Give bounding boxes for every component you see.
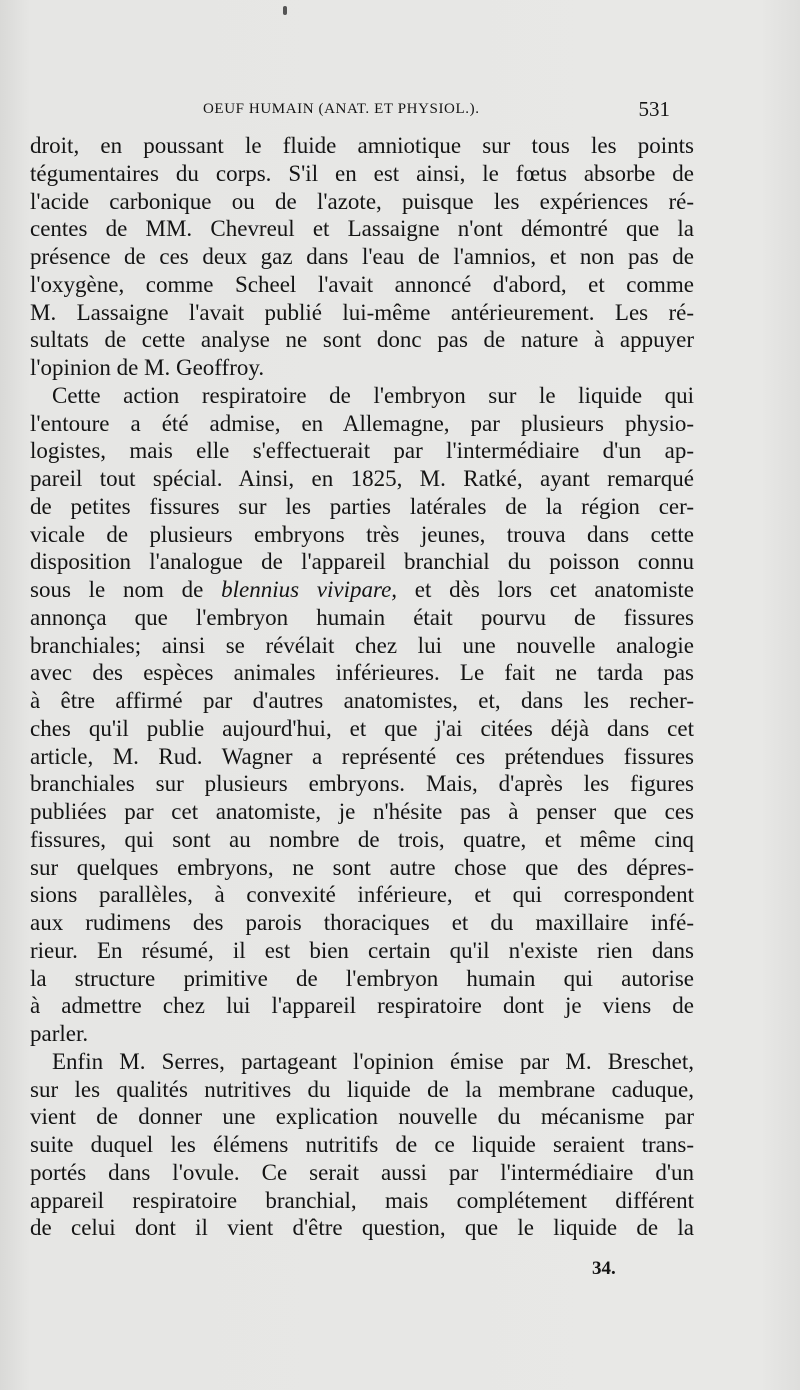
text-line: sions parallèles, à convexité inférieure, et qui correspondent xyxy=(30,882,694,908)
text-line: centes de MM. Chevreul et Lassaigne n'ont démontré que la xyxy=(30,216,694,242)
text-line: l'entoure a été admise, en Allemagne, par plusieurs physio- xyxy=(30,410,694,436)
page-number: 531 xyxy=(638,97,670,121)
text-line: de celui dont il vient d'être question, que le liquide de la xyxy=(30,1215,694,1241)
text-line: Cette action respiratoire de l'embryon sur le liquide qui xyxy=(52,382,694,408)
signature-mark: 34. xyxy=(592,1258,616,1279)
text-line: de petites fissures sur les parties latérales de la région cer- xyxy=(30,493,694,519)
text-line: sur quelques embryons, ne sont autre chose que des dépres- xyxy=(30,854,694,880)
text-line: publiées par cet anatomiste, je n'hésite pas à penser que ces xyxy=(30,799,694,824)
text-line: ches qu'il publie aujourd'hui, et que j'ai citées déjà dans cet xyxy=(30,715,694,741)
line-end: et dès lors cet anatomiste xyxy=(397,577,694,602)
text-line: aux rudimens des parois thoraciques et du maxillaire infé- xyxy=(30,910,694,935)
text-line: l'oxygène, comme Scheel l'avait annoncé d'abord, et comme xyxy=(30,271,694,297)
text-line: M. Lassaigne l'avait publié lui-même antérieurement. Les ré- xyxy=(30,299,694,325)
species-name: blennius vivipare, xyxy=(221,577,398,602)
text-line: vient de donner une explication nouvelle du mécanisme par xyxy=(30,1104,694,1130)
body-text xyxy=(30,132,694,1242)
text-line: avec des espèces animales inférieures. Le fait ne tarda pas xyxy=(30,660,694,686)
text-line: l'opinion de M. Geoffroy. xyxy=(30,355,265,380)
text-line: branchiales; ainsi se révélait chez lui une nouvelle analogie xyxy=(30,632,694,658)
text-line: article, M. Rud. Wagner a représenté ces prétendues fissures xyxy=(30,743,694,769)
text-line: pareil tout spécial. Ainsi, en 1825, M. Ratké, ayant remarqué xyxy=(30,466,694,491)
text-line: vicale de plusieurs embryons très jeunes, trouva dans cette xyxy=(30,521,694,547)
text-line: fissures, qui sont au nombre de trois, quatre, et même cinq xyxy=(30,826,694,852)
text-line: droit, en poussant le fluide amniotique sur tous les points xyxy=(30,133,694,158)
text-line: appareil respiratoire branchial, mais complétement différent xyxy=(30,1187,694,1213)
text-line: Enfin M. Serres, partageant l'opinion émise par M. Breschet, xyxy=(52,1048,694,1074)
text-line: à admettre chez lui l'appareil respiratoire dont je viens de xyxy=(30,993,694,1019)
text-line-italic-species xyxy=(30,576,694,604)
running-head: OEUF HUMAIN (ANAT. ET PHYSIOL.). xyxy=(203,101,480,117)
text-line: tégumentaires du corps. S'il en est ainsi, le fœtus absorbe de xyxy=(30,160,694,186)
text-line: parler. xyxy=(30,1021,89,1046)
page-header xyxy=(175,97,680,127)
text-line: disposition l'analogue de l'appareil branchial du poisson connu xyxy=(30,549,694,575)
text-line: la structure primitive de l'embryon humain qui autorise xyxy=(30,965,694,991)
text-line: rieur. En résumé, il est bien certain qu'il n'existe rien dans xyxy=(30,937,694,963)
text-line: l'acide carbonique ou de l'azote, puisque les expériences ré- xyxy=(30,188,694,214)
ink-speck xyxy=(283,6,287,15)
line-start: sous le nom de xyxy=(30,577,222,602)
text-line: logistes, mais elle s'effectuerait par l'intermédiaire d'un ap- xyxy=(30,438,694,464)
text-line: sultats de cette analyse ne sont donc pas de nature à appuyer xyxy=(30,327,694,353)
text-line: branchiales sur plusieurs embryons. Mais, d'après les figures xyxy=(30,771,694,797)
text-line: présence de ces deux gaz dans l'eau de l'amnios, et non pas de xyxy=(30,244,694,269)
text-line: portés dans l'ovule. Ce serait aussi par l'intermédiaire d'un xyxy=(30,1159,694,1185)
text-line: sur les qualités nutritives du liquide de la membrane caduque, xyxy=(30,1076,694,1102)
text-line: à être affirmé par d'autres anatomistes, et, dans les recher- xyxy=(30,688,694,713)
text-line: suite duquel les élémens nutritifs de ce liquide seraient trans- xyxy=(30,1132,694,1157)
text-line: annonça que l'embryon humain était pourvu de fissures xyxy=(30,604,694,630)
